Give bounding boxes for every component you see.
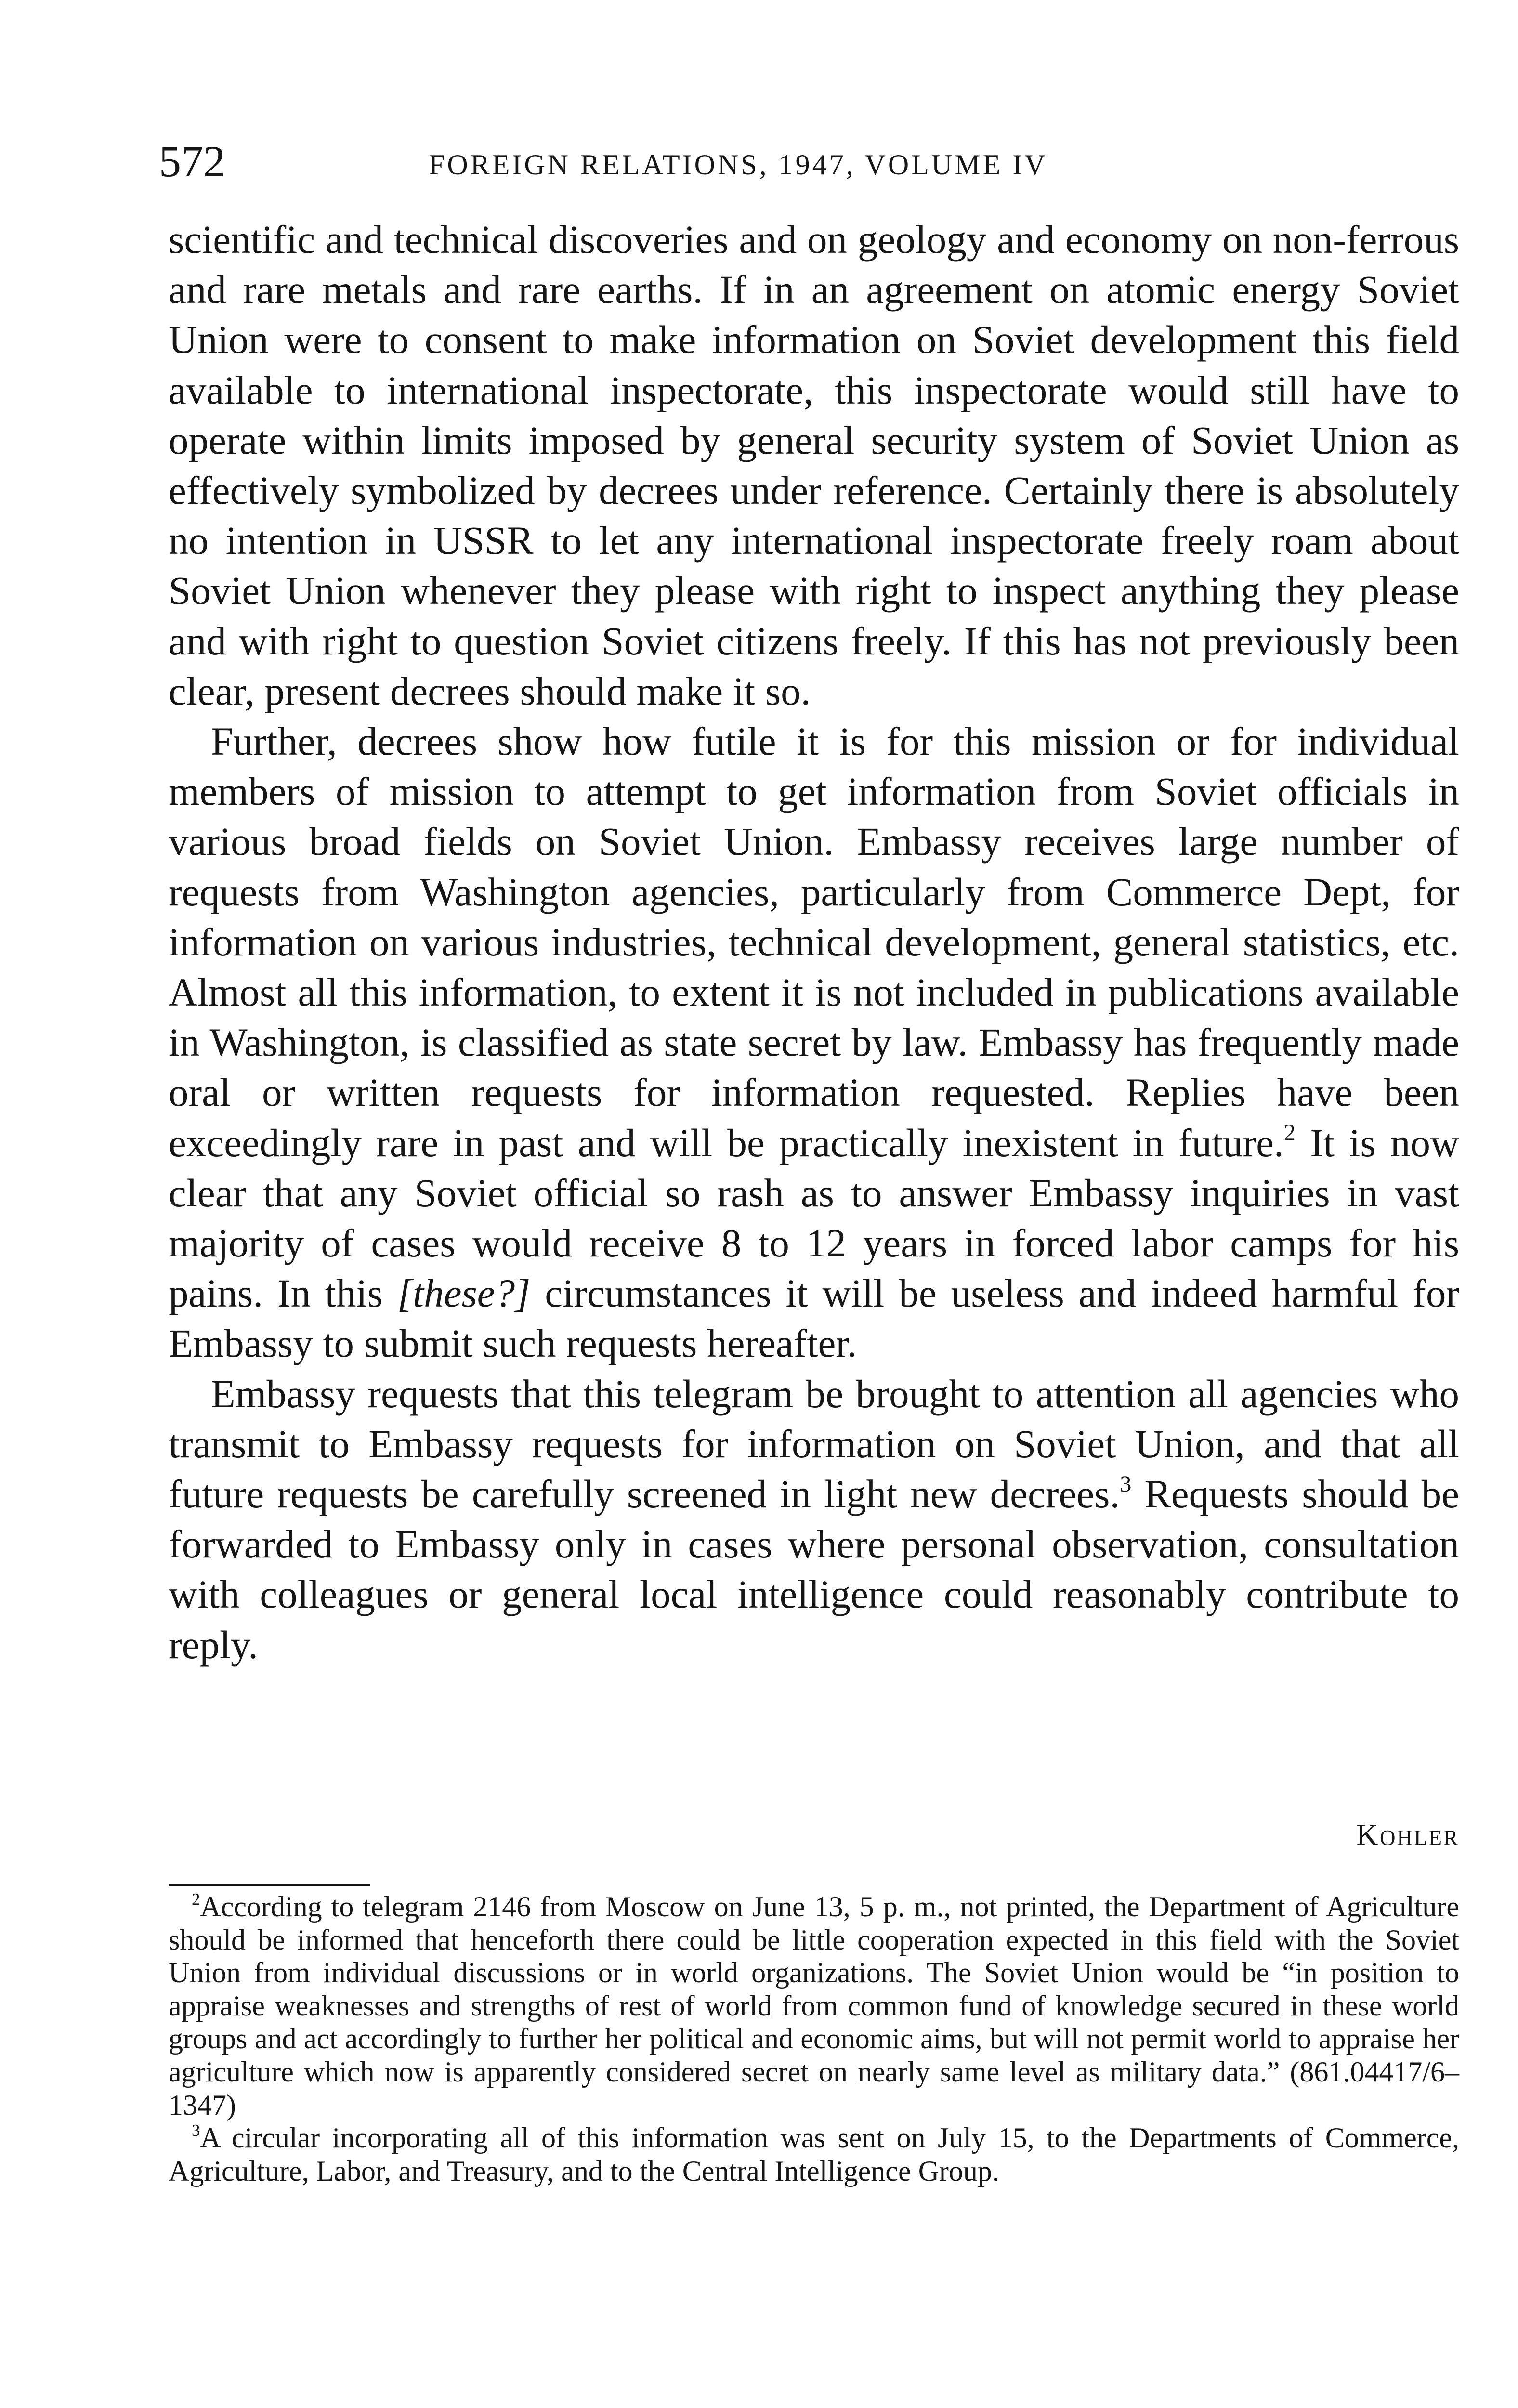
- footnotes: [169, 1890, 1459, 2187]
- paragraph-3-part-a: Embassy requests that this telegram be brought to attention all agencies who transmit to Embassy requests for information on Soviet Union, and that all future requests be carefully screened in light new decrees.: [169, 1371, 1459, 1517]
- footnote-3: [169, 2121, 1459, 2187]
- footnote-ref-2: 2: [1283, 1120, 1296, 1146]
- footnote-text-3: A circular incorporating all of this information was sent on July 15, to the Departments of Commerce, Agriculture, Labor, and Treasury, and to the Central Intelligence Group.: [169, 2122, 1459, 2187]
- footnote-marker-3: 3: [192, 2120, 200, 2140]
- running-title: FOREIGN RELATIONS, 1947, VOLUME IV: [429, 149, 1048, 181]
- running-head: [159, 135, 1459, 188]
- paragraph-2: [169, 716, 1459, 1369]
- footnote-divider: [169, 1884, 370, 1886]
- paragraph-1: scientific and technical discoveries and on geology and economy on non-ferrous and rare metals and rare earths. If in an agreement on atomic energy Soviet Union were to consent to make information on Soviet development this field available to international inspectorate, this inspectorate would still have to operate within limits imposed by general security system of Soviet Union as effectively symbolized by decrees under reference. Certainly there is absolutely no intention in USSR to let any international inspectorate freely roam about Soviet Union whenever they please with right to inspect anything they please and with right to question Soviet citizens freely. If this has not previously been clear, present decrees should make it so.: [169, 217, 1459, 713]
- footnote-2: [169, 1890, 1459, 2121]
- paragraph-3: [169, 1369, 1459, 1670]
- paragraph-2-part-a: Further, decrees show how futile it is for this mission or for individual members of mission to attempt to get information from Soviet officials in various broad fields on Soviet Union. Embassy receives large number of requests from Washington agencies, particularly from Commerce Dept, for information on various industries, technical development, general statistics, etc. Almost all this information, to extent it is not included in publications available in Washington, is classified as state secret by law. Embassy has frequently made oral or written requests for information requested. Replies have been exceedingly rare in past and will be practically inexistent in future.: [169, 719, 1459, 1165]
- editorial-bracket: [these?]: [397, 1271, 531, 1316]
- page-number: 572: [159, 137, 225, 186]
- paragraph-3-part-b: Requests should be forwarded to Embassy only in cases where personal observation, consultation with colleagues or general local intelligence could reasonably contribute to reply.: [169, 1472, 1460, 1667]
- footnote-marker-2: 2: [192, 1889, 200, 1909]
- paragraph-2-part-b: It is now clear that any Soviet official so rash as to answer Embassy inquiries in vast majority of cases would receive 8 to 12 years in forced labor camps for his pains. In this: [169, 1120, 1459, 1316]
- signature: Kohler: [1356, 1818, 1459, 1852]
- footnote-ref-3: 3: [1120, 1471, 1132, 1497]
- paragraph-2-part-c: circumstances it will be useless and indeed harmful for Embassy to submit such requests hereafter.: [169, 1271, 1460, 1366]
- body-text: [169, 214, 1459, 1670]
- footnote-text-2: According to telegram 2146 from Moscow on June 13, 5 p. m., not printed, the Department of Agriculture should be informed that henceforth there could be little cooperation expected in this field with the Soviet Union from individual discussions or in world organizations. The Soviet Union would be “in position to appraise weaknesses and strengths of rest of world from common fund of knowledge secured in these world groups and act accordingly to further her political and economic aims, but will not permit world to appraise her agriculture which now is apparently considered secret on nearly same level as military data.” (861.04417/6–1347): [169, 1891, 1459, 2121]
